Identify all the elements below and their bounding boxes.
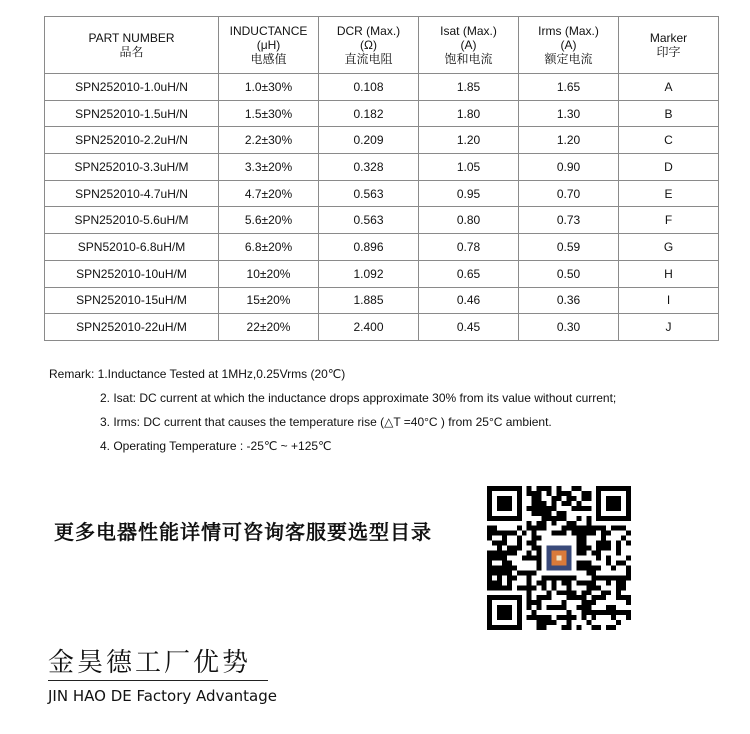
table-row bbox=[45, 74, 719, 101]
column-header bbox=[319, 17, 419, 74]
table-cell: D bbox=[619, 154, 719, 181]
table-cell: J bbox=[619, 314, 719, 341]
column-header-line: (A) bbox=[460, 38, 477, 52]
table-cell: H bbox=[619, 260, 719, 287]
table-row bbox=[45, 287, 719, 314]
table-cell: B bbox=[619, 100, 719, 127]
table-header bbox=[45, 17, 719, 74]
table-cell: 0.209 bbox=[319, 127, 419, 154]
table-cell: 1.30 bbox=[519, 100, 619, 127]
column-header bbox=[519, 17, 619, 74]
table-cell: 3.3±20% bbox=[219, 154, 319, 181]
table-row bbox=[45, 100, 719, 127]
table-cell: SPN252010-4.7uH/N bbox=[45, 180, 219, 207]
column-header bbox=[419, 17, 519, 74]
table-cell: 1.092 bbox=[319, 260, 419, 287]
table-cell: I bbox=[619, 287, 719, 314]
table-row bbox=[45, 127, 719, 154]
table-cell: SPN252010-15uH/M bbox=[45, 287, 219, 314]
table-cell: 0.563 bbox=[319, 180, 419, 207]
table-cell: SPN252010-5.6uH/M bbox=[45, 207, 219, 234]
table-row bbox=[45, 154, 719, 181]
column-header-line: DCR (Max.) bbox=[336, 24, 401, 38]
table-cell: C bbox=[619, 127, 719, 154]
table-cell: 0.90 bbox=[519, 154, 619, 181]
column-header-line: PART NUMBER bbox=[88, 31, 175, 45]
column-header-line: Isat (Max.) bbox=[440, 24, 497, 38]
table-cell: 0.80 bbox=[419, 207, 519, 234]
table-cell: 0.36 bbox=[519, 287, 619, 314]
table-cell: SPN252010-10uH/M bbox=[45, 260, 219, 287]
table-cell: A bbox=[619, 74, 719, 101]
header-row bbox=[45, 17, 719, 74]
table-cell: 1.65 bbox=[519, 74, 619, 101]
table-cell: 1.05 bbox=[419, 154, 519, 181]
table-cell: 1.85 bbox=[419, 74, 519, 101]
column-header-line: 印字 bbox=[656, 45, 681, 59]
table-row bbox=[45, 207, 719, 234]
column-header-line: 额定电流 bbox=[544, 52, 593, 66]
column-header-line: 饱和电流 bbox=[444, 52, 493, 66]
table-cell: 2.2±30% bbox=[219, 127, 319, 154]
table-row bbox=[45, 260, 719, 287]
table-cell: 0.50 bbox=[519, 260, 619, 287]
remark-1: Remark: 1.Inductance Tested at 1MHz,0.25Vrms (20℃) bbox=[49, 367, 346, 381]
table-cell: 1.885 bbox=[319, 287, 419, 314]
spec-table bbox=[44, 16, 719, 341]
table-row bbox=[45, 234, 719, 261]
table-cell: 0.896 bbox=[319, 234, 419, 261]
remark-3: 3. Irms: DC current that causes the temperature rise (△T =40°C ) from 25°C ambient. bbox=[100, 415, 552, 429]
table-cell: 0.108 bbox=[319, 74, 419, 101]
table-cell: 0.46 bbox=[419, 287, 519, 314]
column-header-line: INDUCTANCE bbox=[229, 24, 308, 38]
table-cell: 0.70 bbox=[519, 180, 619, 207]
table-cell: 4.7±20% bbox=[219, 180, 319, 207]
column-header-line: 品名 bbox=[119, 45, 144, 59]
table-cell: 0.30 bbox=[519, 314, 619, 341]
table-cell: 0.182 bbox=[319, 100, 419, 127]
table-cell: SPN252010-2.2uH/N bbox=[45, 127, 219, 154]
factory-title-en: JIN HAO DE Factory Advantage bbox=[48, 687, 277, 705]
table-cell: 6.8±20% bbox=[219, 234, 319, 261]
table-cell: 1.5±30% bbox=[219, 100, 319, 127]
factory-title-cn: 金昊德工厂优势 bbox=[48, 648, 252, 678]
table-cell: 22±20% bbox=[219, 314, 319, 341]
table-cell: SPN52010-6.8uH/M bbox=[45, 234, 219, 261]
table-cell: E bbox=[619, 180, 719, 207]
qr-code-icon[interactable] bbox=[487, 486, 631, 630]
column-header-line: 直流电阻 bbox=[344, 52, 393, 66]
remark-2: 2. Isat: DC current at which the inductance drops approximate 30% from its value without current; bbox=[100, 391, 617, 405]
table-cell: SPN252010-1.0uH/N bbox=[45, 74, 219, 101]
column-header-line: Irms (Max.) bbox=[538, 24, 599, 38]
table-cell: SPN252010-1.5uH/N bbox=[45, 100, 219, 127]
column-header bbox=[45, 17, 219, 74]
table-cell: F bbox=[619, 207, 719, 234]
table-cell: G bbox=[619, 234, 719, 261]
table-body bbox=[45, 74, 719, 341]
table-cell: 1.20 bbox=[419, 127, 519, 154]
promo-text: 更多电器性能详情可咨询客服要选型目录 bbox=[54, 520, 432, 544]
table-cell: 2.400 bbox=[319, 314, 419, 341]
table-row bbox=[45, 180, 719, 207]
table-cell: 5.6±20% bbox=[219, 207, 319, 234]
table-cell: 0.73 bbox=[519, 207, 619, 234]
table-cell: 0.95 bbox=[419, 180, 519, 207]
column-header-line: Marker bbox=[649, 31, 688, 45]
column-header bbox=[219, 17, 319, 74]
table-cell: SPN252010-22uH/M bbox=[45, 314, 219, 341]
table-cell: 0.78 bbox=[419, 234, 519, 261]
table-cell: 0.563 bbox=[319, 207, 419, 234]
table-cell: 1.20 bbox=[519, 127, 619, 154]
column-header-line: (Ω) bbox=[360, 38, 377, 52]
table-cell: 0.59 bbox=[519, 234, 619, 261]
column-header-line: (μH) bbox=[256, 38, 281, 52]
remark-4: 4. Operating Temperature : -25℃ ~ +125℃ bbox=[100, 439, 332, 453]
table-cell: 10±20% bbox=[219, 260, 319, 287]
column-header-line: 电感值 bbox=[250, 52, 287, 66]
table-row bbox=[45, 314, 719, 341]
table-cell: 0.45 bbox=[419, 314, 519, 341]
table-cell: SPN252010-3.3uH/M bbox=[45, 154, 219, 181]
table-cell: 15±20% bbox=[219, 287, 319, 314]
column-header-line: (A) bbox=[560, 38, 577, 52]
table-cell: 1.0±30% bbox=[219, 74, 319, 101]
table-cell: 1.80 bbox=[419, 100, 519, 127]
table-cell: 0.328 bbox=[319, 154, 419, 181]
column-header bbox=[619, 17, 719, 74]
factory-title-divider bbox=[48, 680, 268, 681]
table-cell: 0.65 bbox=[419, 260, 519, 287]
